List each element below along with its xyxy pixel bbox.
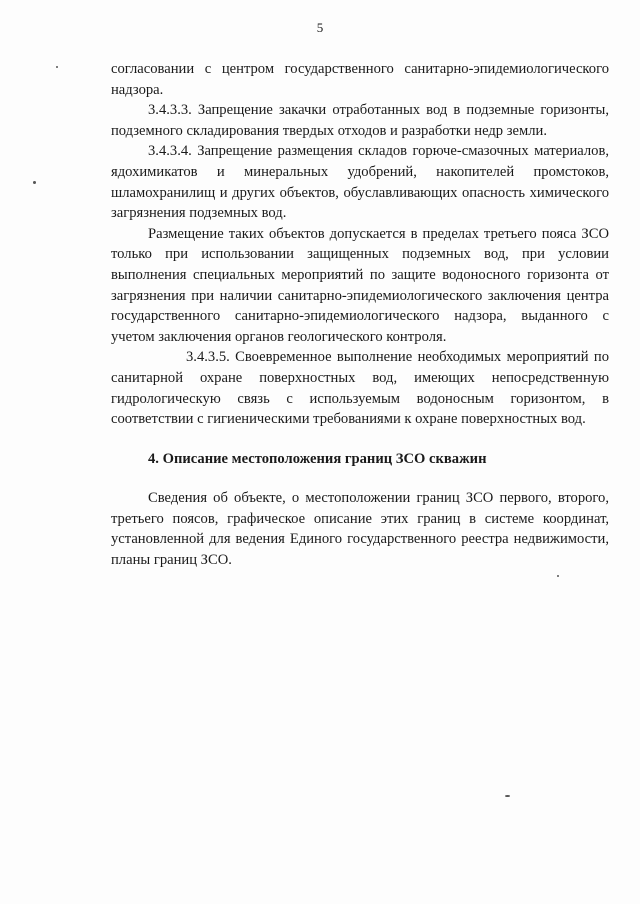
document-body — [111, 59, 609, 571]
scan-speck — [557, 575, 559, 577]
page-number: 5 — [316, 20, 324, 35]
paragraph-3-4-3-4: 3.4.3.4. Запрещение размещения складов горюче-смазочных материалов, ядохимикатов и минеральных удобрений, накопителей промстоков, шламохранилищ и других объектов, обуславливающих опасность химического загрязнения подземных вод. — [111, 143, 609, 222]
scan-speck — [56, 66, 58, 68]
section-heading: 4. Описание местоположения границ ЗСО скважин — [148, 450, 487, 467]
paragraph-3-4-3-5: 3.4.3.5. Своевременное выполнение необходимых мероприятий по санитарной охране поверхностных вод, имеющих непосредственную гидрологическую связь с используемым водоносным горизонтом, в соответствии с гигиеническими требованиями к охране поверхностных вод. — [111, 349, 609, 428]
paragraph-3-4-3-3: 3.4.3.3. Запрещение закачки отработанных вод в подземные горизонты, подземного складирования твердых отходов и разработки недр земли. — [111, 102, 609, 139]
paragraph-object-info: Сведения об объекте, о местоположении границ ЗСО первого, второго, третьего поясов, графическое описание этих границ в системе координат, установленной для ведения Единого государственного реестра недвижимости, планы границ ЗСО. — [111, 490, 609, 569]
scan-speck — [33, 181, 36, 184]
scan-speck — [505, 795, 510, 797]
paragraph-continuation: согласовании с центром государственного санитарно-эпидемиологического надзора. — [111, 61, 609, 98]
paragraph-placement-conditions: Размещение таких объектов допускается в пределах третьего пояса ЗСО только при использовании защищенных подземных вод, при условии выполнения специальных мероприятий по защите водоносного горизонта от загрязнения при наличии санитарно-эпидемиологического заключения центра государственного санитарно-эпидемиологического надзора, выданного с учетом заключения органов геологического контроля. — [111, 225, 609, 345]
